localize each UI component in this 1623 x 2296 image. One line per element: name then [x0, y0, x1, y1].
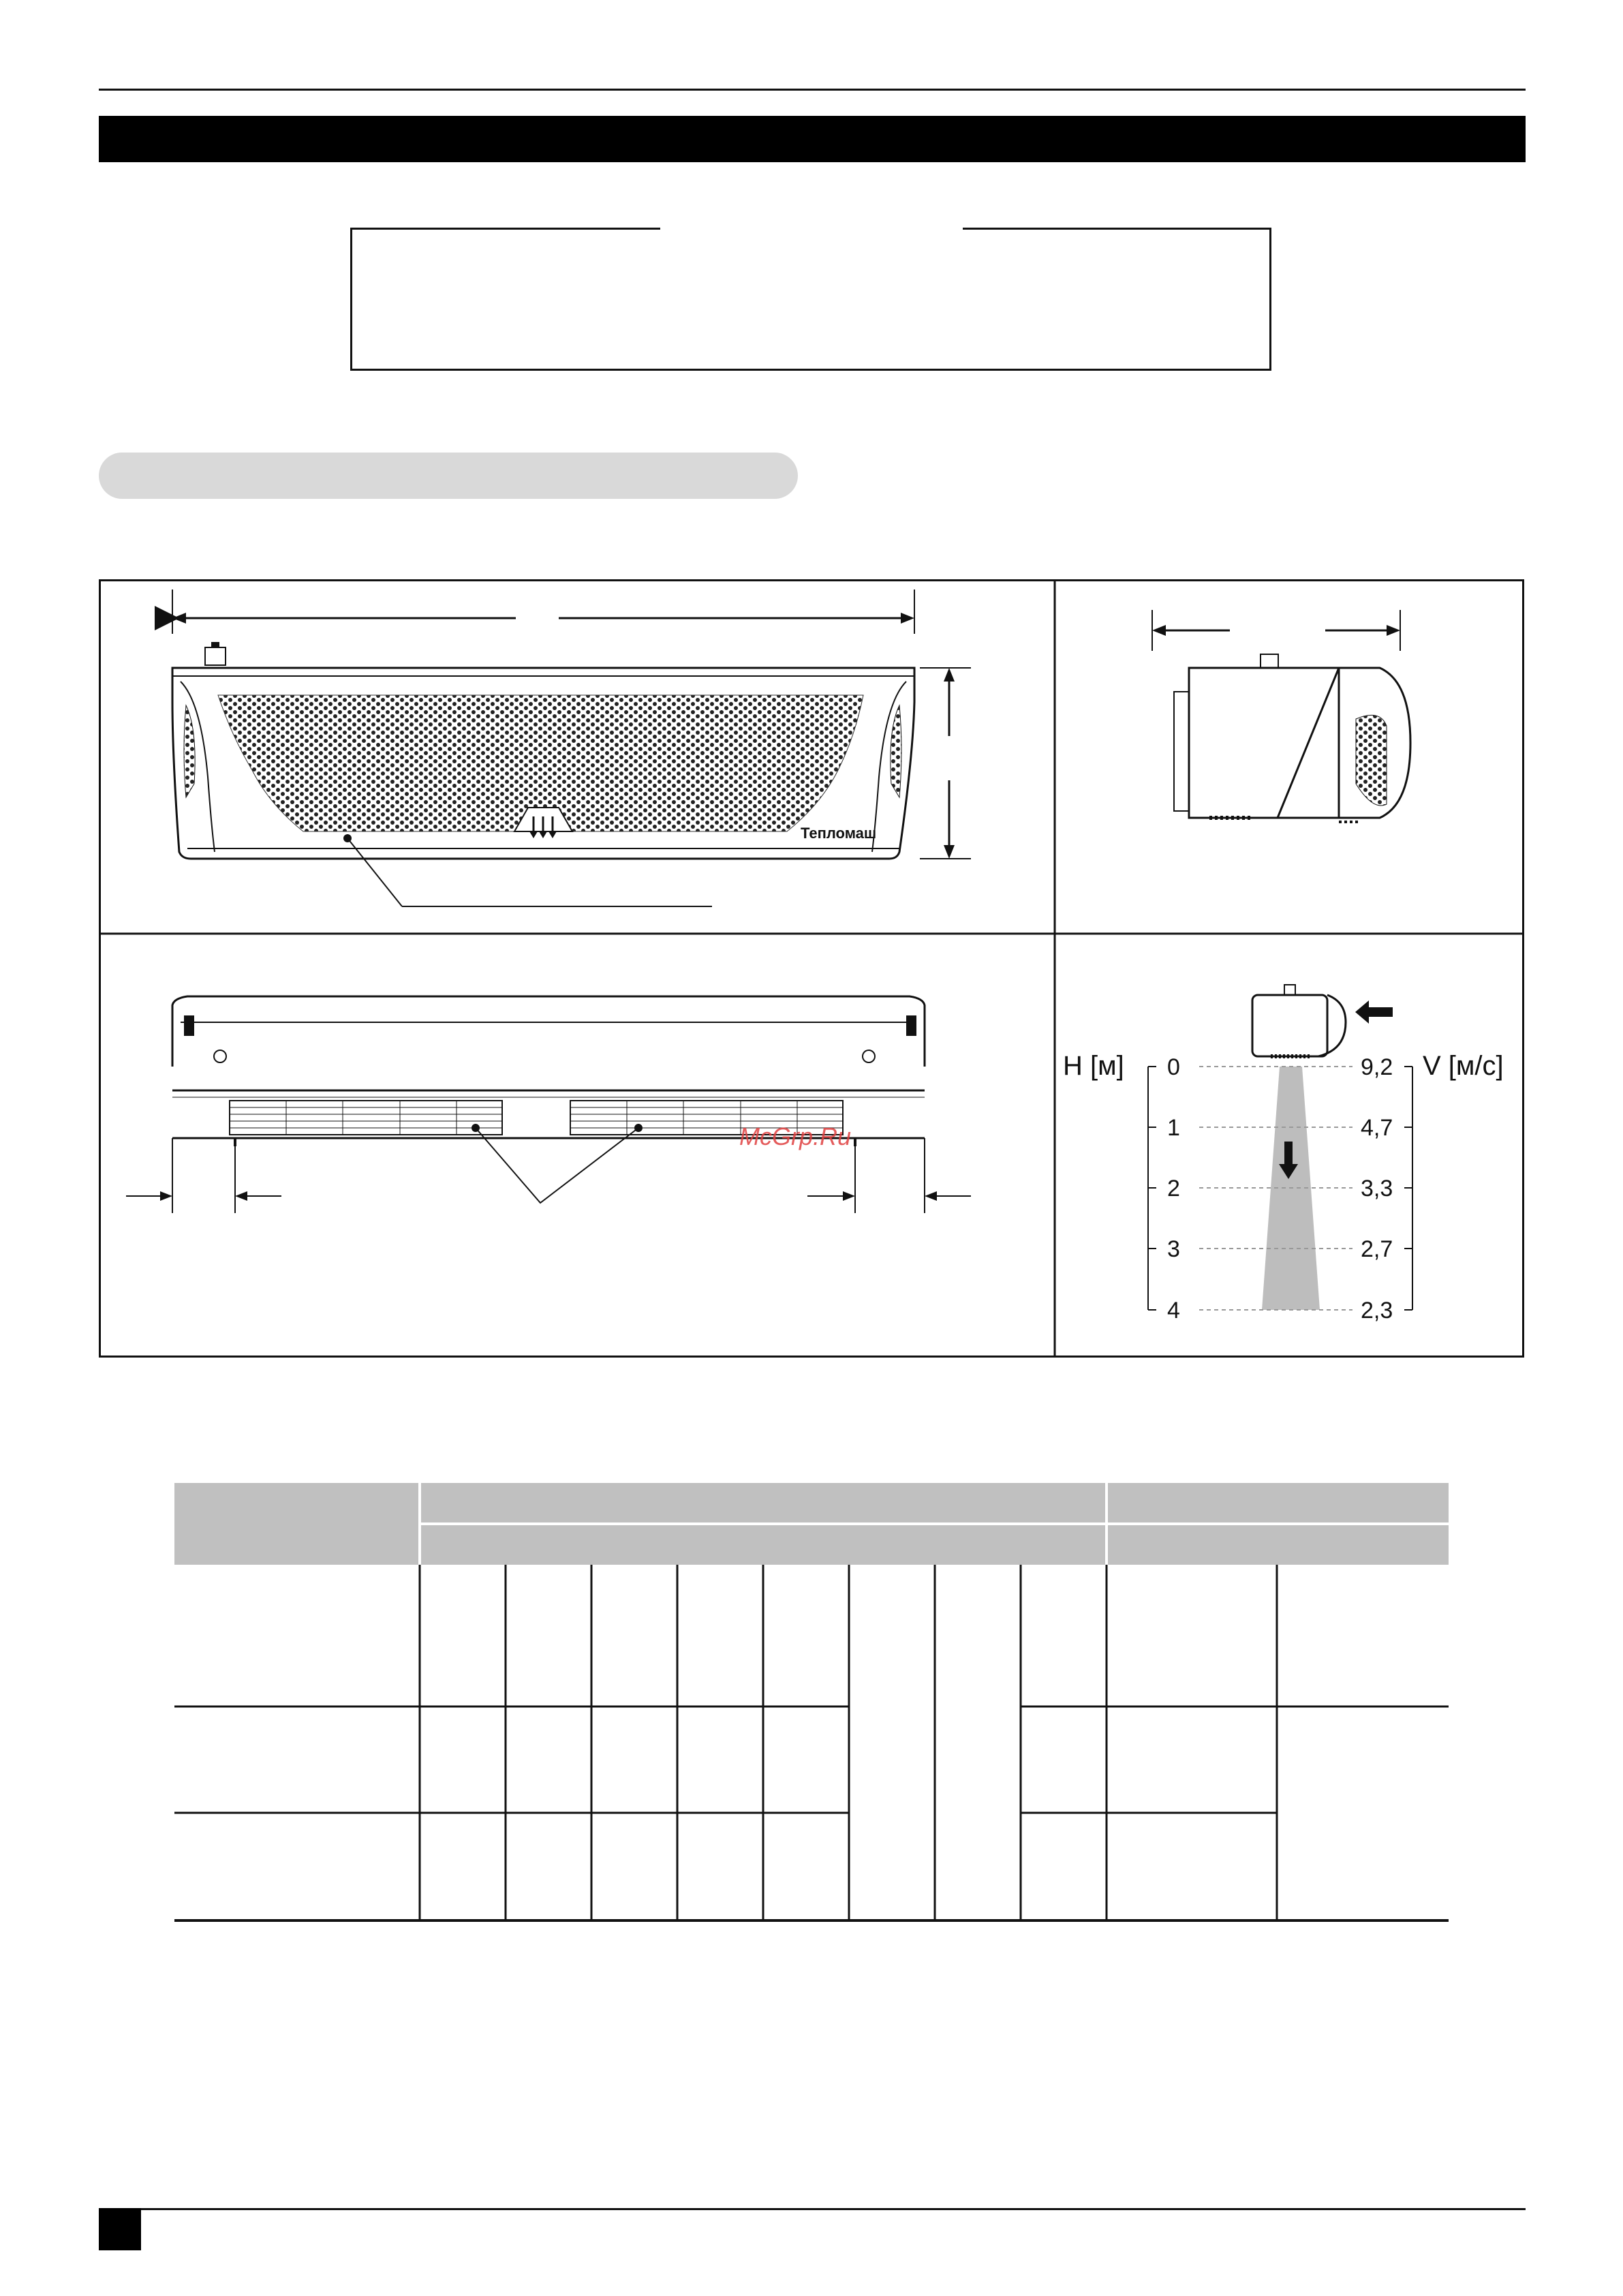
h-axis-label: H [м]	[1063, 1051, 1124, 1081]
specifications-table	[174, 1483, 1449, 1922]
height-label-3: 3	[1167, 1236, 1180, 1262]
side-view	[1152, 610, 1410, 822]
v-axis-label: V [м/с]	[1423, 1051, 1504, 1081]
velocity-label-1: 4,7	[1361, 1115, 1393, 1141]
height-label-2: 2	[1167, 1176, 1180, 1201]
velocity-label-4: 2,3	[1361, 1298, 1393, 1323]
bottom-view	[126, 996, 971, 1213]
height-label-1: 1	[1167, 1115, 1180, 1141]
brand-label: Тепломаш	[801, 825, 877, 842]
airflow-down-arrows-icon	[529, 816, 557, 838]
watermark: McGrp.Ru	[739, 1122, 852, 1150]
table-header-cell	[1108, 1483, 1449, 1522]
subsection-pill	[99, 453, 798, 499]
technical-drawing	[99, 579, 1524, 1358]
page-number-block	[99, 2208, 141, 2250]
table-header-cell	[421, 1525, 1105, 1565]
velocity-label-2: 3,3	[1361, 1176, 1393, 1201]
section-heading-bar	[99, 116, 1526, 162]
front-view	[172, 590, 971, 906]
note-box	[350, 228, 1271, 371]
footer-rule	[99, 2208, 1526, 2210]
table-header-cell	[421, 1483, 1105, 1522]
table-header-cell	[1108, 1525, 1449, 1565]
velocity-label-3: 2,7	[1361, 1236, 1393, 1262]
velocity-label-0: 9,2	[1361, 1054, 1393, 1080]
table-header-cell	[174, 1483, 418, 1565]
airflow-chart	[1063, 985, 1504, 1323]
height-label-0: 0	[1167, 1054, 1180, 1080]
note-box-title-gap	[660, 226, 963, 234]
air-intake-arrow-icon	[1355, 1000, 1393, 1024]
height-label-4: 4	[1167, 1298, 1180, 1323]
top-rule	[99, 89, 1526, 91]
